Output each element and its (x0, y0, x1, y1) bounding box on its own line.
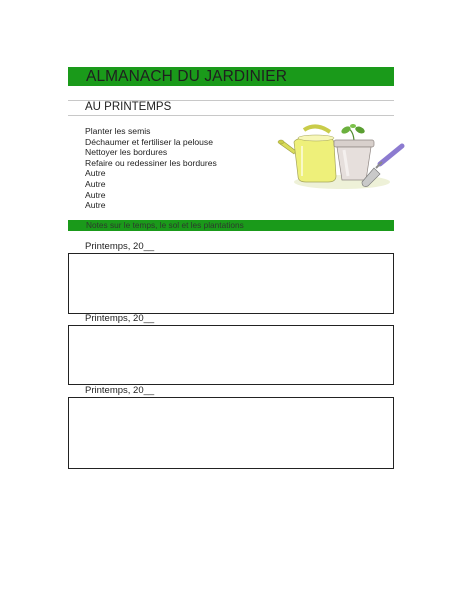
garden-tools-illustration (276, 124, 408, 194)
entry-label: Printemps, 20__ (85, 385, 155, 396)
notes-header: Notes sur le temps, le sol et les plantations (86, 220, 244, 230)
section-title: AU PRINTEMPS (85, 101, 172, 113)
flower-pot-icon (334, 140, 374, 180)
entry-label: Printemps, 20__ (85, 241, 155, 252)
task-list (85, 126, 217, 211)
entry-notes-box[interactable] (68, 397, 394, 469)
entry-notes-box[interactable] (68, 325, 394, 385)
page-title: ALMANACH DU JARDINIER (86, 68, 288, 85)
watering-can-icon (278, 126, 336, 182)
section-rule-bottom (68, 115, 394, 116)
task-item: Déchaumer et fertiliser la pelouse (85, 136, 214, 147)
sprout-icon (340, 124, 366, 142)
entry-label: Printemps, 20__ (85, 313, 155, 324)
task-item: Refaire ou redessiner les bordures (85, 157, 217, 168)
task-item: Autre (85, 178, 106, 189)
task-item: Planter les semis (85, 126, 151, 136)
task-item: Autre (85, 168, 106, 179)
task-item: Nettoyer les bordures (85, 147, 168, 158)
task-item: Autre (85, 189, 106, 200)
entry-notes-box[interactable] (68, 253, 394, 314)
task-item: Autre (85, 200, 106, 211)
